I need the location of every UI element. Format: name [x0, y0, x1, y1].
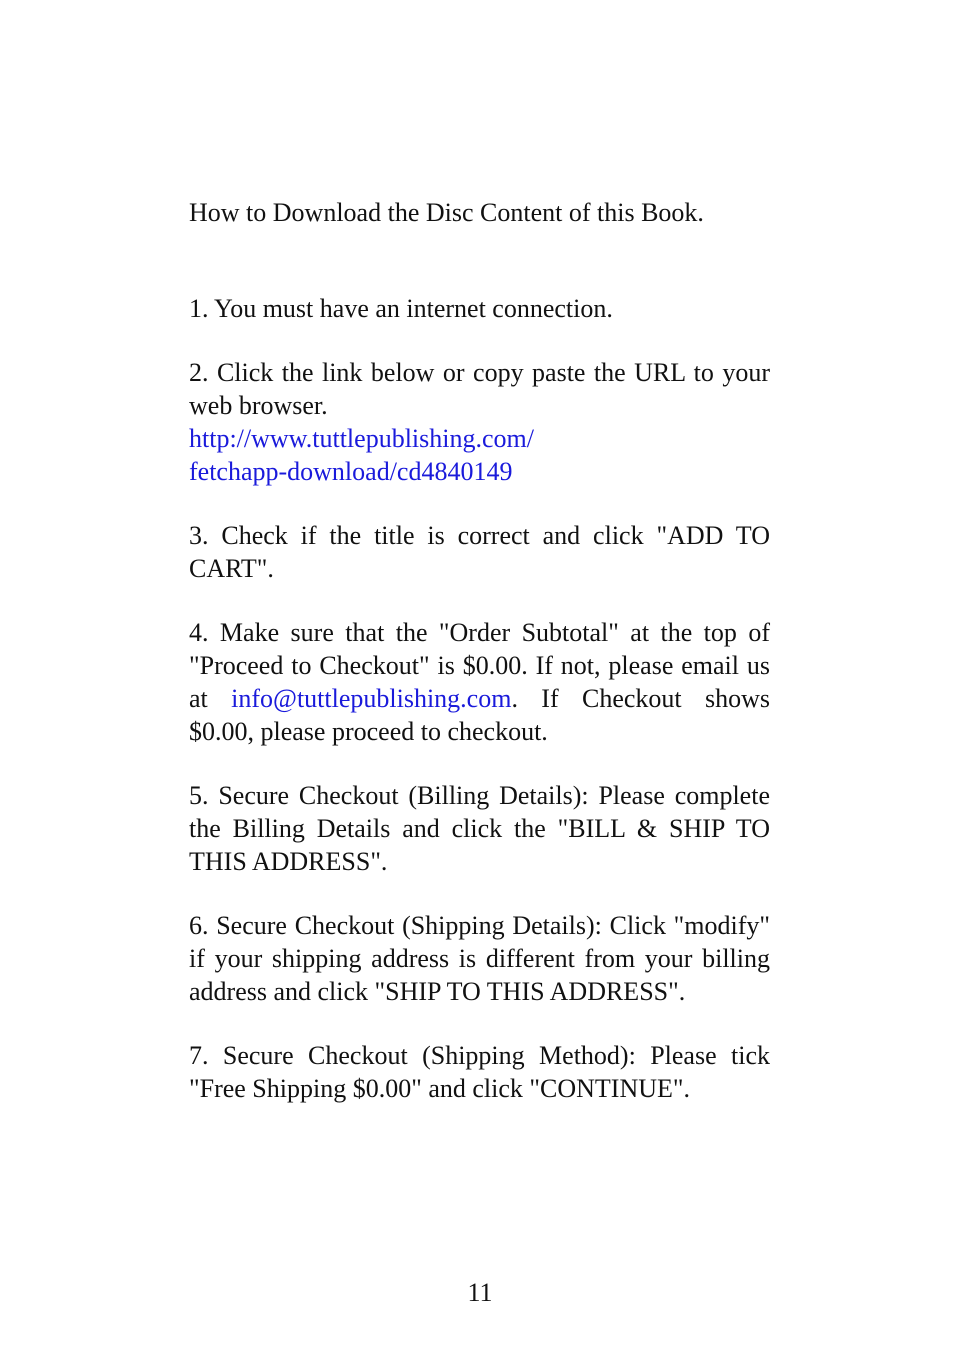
page-content	[189, 196, 770, 1105]
step-7: 7. Secure Checkout (Shipping Method): Please tick "Free Shipping $0.00" and click "CONTINUE".	[189, 1041, 770, 1103]
page-title: How to Download the Disc Content of this Book.	[189, 198, 704, 227]
step-1: 1. You must have an internet connection.	[189, 294, 613, 323]
page-number: 11	[467, 1278, 493, 1307]
step-6: 6. Secure Checkout (Shipping Details): Click "modify" if your shipping address is different from your billing address and click "SHIP TO THIS ADDRESS".	[189, 911, 770, 1006]
step-3: 3. Check if the title is correct and click "ADD TO CART".	[189, 521, 770, 583]
step-2-text: 2. Click the link below or copy paste the URL to your web browser.	[189, 358, 770, 420]
step-2	[189, 356, 770, 488]
email-link[interactable]: info@tuttlepublishing.com	[231, 684, 512, 713]
download-link-line-1[interactable]: http://www.tuttlepublishing.com/	[189, 424, 534, 453]
step-4-text-end: . If Checkout shows $0.00, please proceed to checkout.	[189, 684, 770, 746]
download-link-line-2[interactable]: fetchapp-download/cd4840149	[189, 457, 513, 486]
step-4	[189, 616, 770, 748]
step-5: 5. Secure Checkout (Billing Details): Please complete the Billing Details and click the "BILL & SHIP TO THIS ADDRESS".	[189, 781, 770, 876]
step-4-text-start: 4. Make sure that the "Order Subtotal" at the top of "Proceed to Checkout" is $0.00. If not, please email us at	[189, 618, 770, 713]
